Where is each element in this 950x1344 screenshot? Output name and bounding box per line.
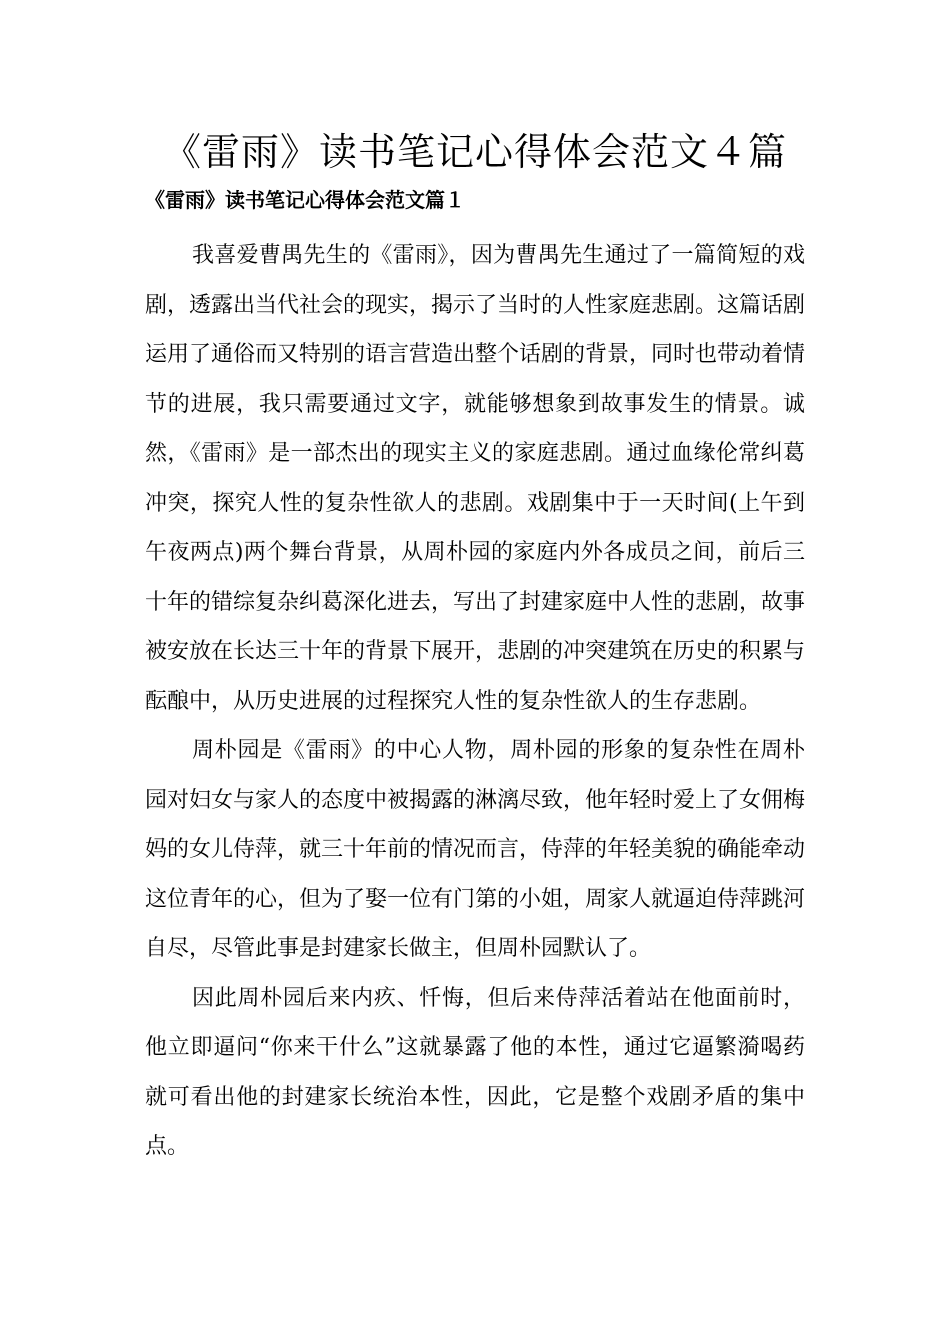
document-title: 《雷雨》读书笔记心得体会范文４篇 [162,130,787,174]
paragraph-1: 我喜爱曹禺先生的《雷雨》，因为曹禺先生通过了一篇简短的戏剧，透露出当代社会的现实，揭示了当时的人性家庭悲剧。这篇话剧运用了通俗而又特别的语言营造出整个话剧的背景，同时也带动着情节的进展，我只需要通过文字，就能够想象到故事发生的情景。诚然，《雷雨》是一部杰出的现实主义的家庭悲剧。通过血缘伦常纠葛冲突，探究人性的复杂性欲人的悲剧。戏剧集中于一天时间(上午到午夜两点)两个舞台背景，从周朴园的家庭内外各成员之间，前后三十年的错综复杂纠葛深化进去，写出了封建家庭中人性的悲剧，故事被安放在长达三十年的背景下展开，悲剧的冲突建筑在历史的积累与酝酿中，从历史进展的过程探究人性的复杂性欲人的生存悲剧。 [145,243,806,714]
document-body [145,231,805,1172]
paragraph-2: 周朴园是《雷雨》的中心人物，周朴园的形象的复杂性在周朴园对妇女与家人的态度中被揭露的淋漓尽致，他年轻时爱上了女佣梅妈的女儿侍萍，就三十年前的情况而言，侍萍的年轻美貌的确能牵动这位青年的心，但为了娶一位有门第的小姐，周家人就逼迫侍萍跳河自尽，尽管此事是封建家长做主，但周朴园默认了。 [145,738,806,961]
section-heading: 《雷雨》读书笔记心得体会范文篇１ [145,188,465,212]
paragraph-3: 因此周朴园后来内疚、忏悔，但后来侍萍活着站在他面前时，他立即逼问“你来干什么”这就暴露了他的本性，通过它逼繁漪喝药就可看出他的封建家长统治本性，因此，它是整个戏剧矛盾的集中点。 [145,985,805,1159]
